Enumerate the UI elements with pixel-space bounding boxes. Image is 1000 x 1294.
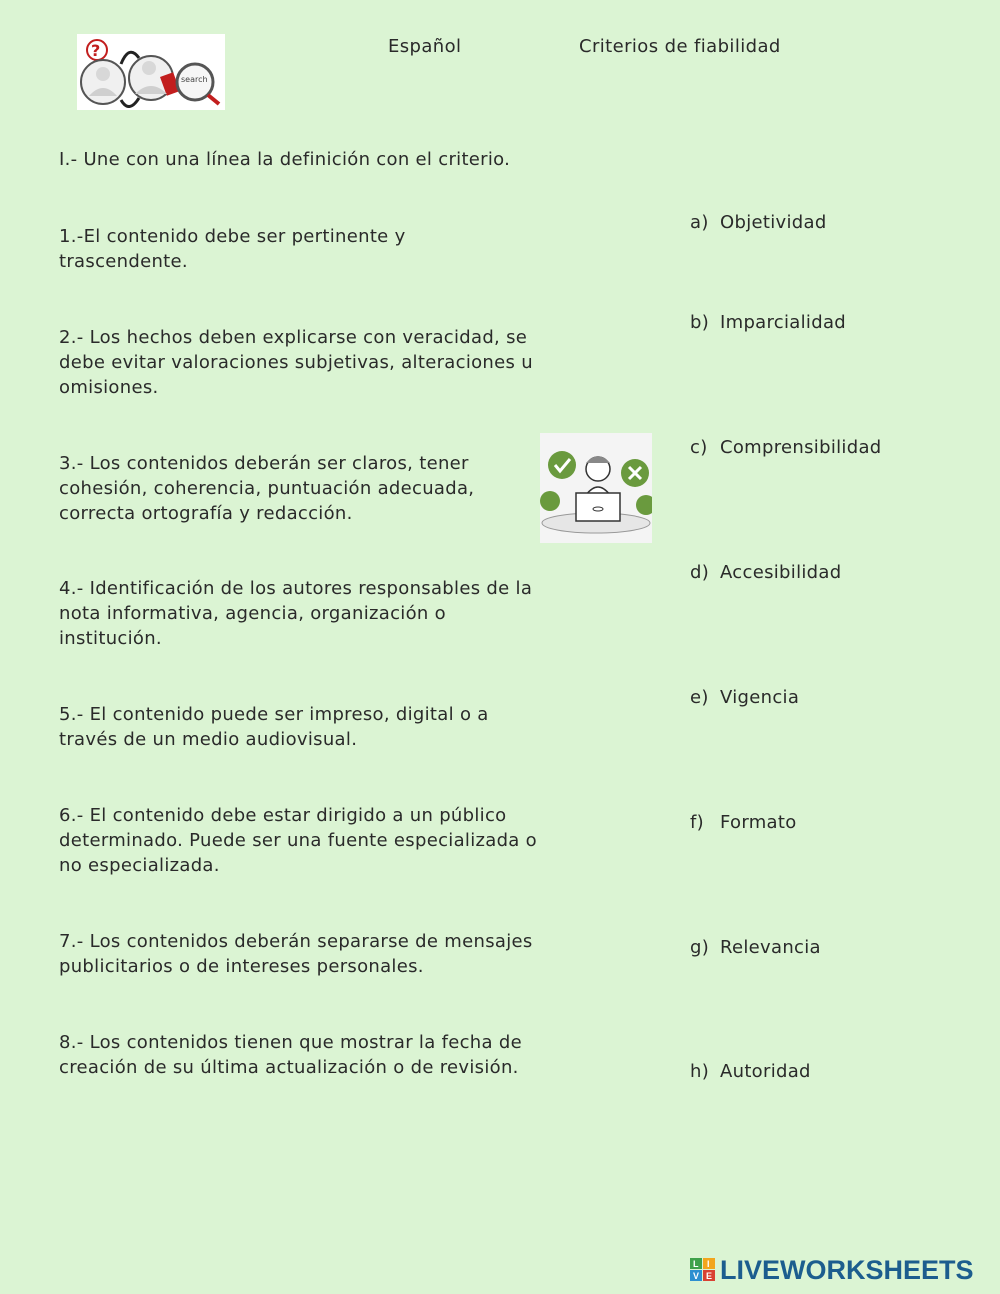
definition-line: cohesión, coherencia, puntuación adecuada, [59,478,475,499]
definition-line: correcta ortografía y redacción. [59,503,353,524]
brand-badge-icon [690,1258,716,1282]
option-letter: g) [690,937,710,958]
option-d[interactable] [690,562,841,583]
definition-4 [59,576,532,651]
definition-7 [59,929,533,979]
option-e[interactable] [690,687,799,708]
definition-line: institución. [59,628,162,649]
definition-5 [59,702,489,752]
definition-line: determinado. Puede ser una fuente especializada o [59,830,537,851]
liveworksheets-logo[interactable] [690,1255,990,1285]
option-letter: e) [690,687,709,708]
definition-1 [59,224,406,274]
search-label: search [181,75,208,84]
topic-title: Criterios de fiabilidad [579,36,781,57]
option-b[interactable] [690,312,846,333]
option-letter: b) [690,312,710,333]
definition-line: 4.- Identificación de los autores responsables de la [59,578,533,599]
option-label: Objetividad [720,212,827,233]
badge-letter: I [707,1259,710,1269]
brand-name: LIVEWORKSHEETS [720,1255,974,1285]
option-label: Autoridad [720,1061,811,1082]
definition-line: 8.- Los contenidos tienen que mostrar la fecha de [59,1032,522,1053]
option-label: Formato [720,812,797,833]
definition-line: 6.- El contenido debe estar dirigido a un público [59,805,507,826]
definition-line: creación de su última actualización o de revisión. [59,1057,519,1078]
option-letter: c) [690,437,708,458]
option-label: Relevancia [720,937,821,958]
option-label: Imparcialidad [720,312,847,333]
definition-line: 7.- Los contenidos deberán separarse de mensajes [59,931,533,952]
definition-8 [59,1030,522,1080]
option-letter: h) [690,1061,710,1082]
option-letter: f) [690,812,704,833]
option-label: Accesibilidad [720,562,842,583]
definition-line: 1.-El contenido debe ser pertinente y [59,226,406,247]
option-h[interactable] [690,1061,811,1082]
definition-line: publicitarios o de intereses personales. [59,956,424,977]
badge-letter: L [693,1259,699,1269]
definition-line: debe evitar valoraciones subjetivas, alteraciones u [59,352,533,373]
check-icon [548,451,576,479]
definition-line: 5.- El contenido puede ser impreso, digital o a [59,704,489,725]
badge-letter: E [706,1271,713,1281]
definition-line: omisiones. [59,377,159,398]
option-label: Comprensibilidad [720,437,882,458]
definition-3 [59,451,474,526]
option-letter: a) [690,212,709,233]
definition-line: través de un medio audiovisual. [59,729,358,750]
option-letter: d) [690,562,710,583]
definition-6 [59,803,537,878]
option-g[interactable] [690,937,821,958]
instruction-text: I.- Une con una línea la definición con el criterio. [59,149,511,170]
definition-line: 2.- Los hechos deben explicarse con veracidad, se [59,327,528,348]
person-laptop-illustration [540,433,652,543]
definition-line: nota informativa, agencia, organización o [59,603,446,624]
option-label: Vigencia [720,687,800,708]
svg-text:?: ? [91,41,101,60]
definition-line: trascendente. [59,251,188,272]
header-illustration [77,34,225,110]
option-c[interactable] [690,437,882,458]
definition-line: 3.- Los contenidos deberán ser claros, tener [59,453,469,474]
option-f[interactable] [690,812,797,833]
subject-label: Español [388,36,462,57]
definition-2 [59,325,533,400]
option-a[interactable] [690,212,827,233]
definition-line: no especializada. [59,855,220,876]
badge-letter: V [693,1271,700,1281]
